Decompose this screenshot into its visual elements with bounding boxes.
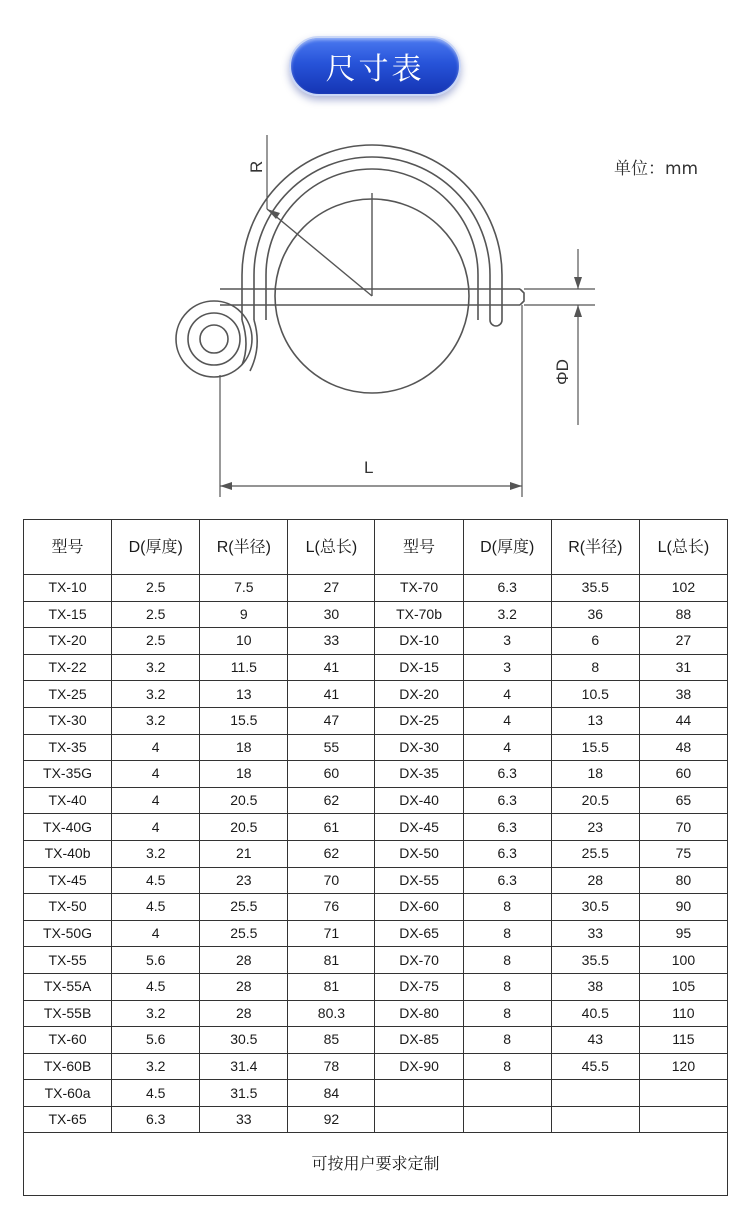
- table-cell: 4: [112, 734, 200, 761]
- table-cell: TX-60: [24, 1027, 112, 1054]
- table-cell: 23: [200, 867, 288, 894]
- table-cell: 28: [200, 1000, 288, 1027]
- table-cell: 35.5: [551, 947, 639, 974]
- table-cell: DX-70: [375, 947, 463, 974]
- header-thickness-2: D(厚度): [463, 520, 551, 575]
- table-cell: TX-60a: [24, 1080, 112, 1107]
- table-row: [24, 681, 728, 708]
- table-cell: 4: [112, 920, 200, 947]
- table-cell: DX-60: [375, 894, 463, 921]
- header-model-1: 型号: [24, 520, 112, 575]
- table-cell: TX-50: [24, 894, 112, 921]
- table-cell: 84: [288, 1080, 375, 1107]
- table-cell: [463, 1080, 551, 1107]
- table-cell: 81: [288, 947, 375, 974]
- table-cell: 100: [639, 947, 727, 974]
- r-label: R: [247, 160, 266, 173]
- table-cell: 43: [551, 1027, 639, 1054]
- table-cell: 41: [288, 654, 375, 681]
- table-cell: 5.6: [112, 1027, 200, 1054]
- table-cell: 6.3: [463, 761, 551, 788]
- table-cell: 31: [639, 654, 727, 681]
- table-cell: 30: [288, 601, 375, 628]
- table-cell: 35.5: [551, 575, 639, 602]
- l-arrow-right: [510, 482, 522, 490]
- table-cell: DX-40: [375, 787, 463, 814]
- l-label: L: [364, 458, 374, 477]
- table-cell: 8: [463, 894, 551, 921]
- table-cell: 8: [463, 920, 551, 947]
- table-cell: 41: [288, 681, 375, 708]
- table-cell: 4: [463, 707, 551, 734]
- table-cell: DX-65: [375, 920, 463, 947]
- table-row: [24, 867, 728, 894]
- table-cell: TX-22: [24, 654, 112, 681]
- header-length-2: L(总长): [639, 520, 727, 575]
- table-cell: 6.3: [463, 575, 551, 602]
- table-cell: 27: [639, 628, 727, 655]
- table-cell: 4.5: [112, 894, 200, 921]
- table-cell: 76: [288, 894, 375, 921]
- table-cell: 25.5: [200, 894, 288, 921]
- table-cell: 10.5: [551, 681, 639, 708]
- table-cell: TX-65: [24, 1106, 112, 1133]
- unit-label: 单位：mm: [614, 159, 699, 179]
- table-row: [24, 601, 728, 628]
- table-cell: 115: [639, 1027, 727, 1054]
- table-cell: DX-20: [375, 681, 463, 708]
- table-cell: TX-55: [24, 947, 112, 974]
- table-cell: TX-70: [375, 575, 463, 602]
- table-cell: 3: [463, 628, 551, 655]
- table-cell: 62: [288, 840, 375, 867]
- coil-mid: [188, 313, 240, 365]
- table-row: [24, 575, 728, 602]
- table-cell: 6: [551, 628, 639, 655]
- table-row: [24, 814, 728, 841]
- table-cell: TX-35G: [24, 761, 112, 788]
- table-cell: 8: [463, 1000, 551, 1027]
- table-cell: 4.5: [112, 973, 200, 1000]
- title-pill: [289, 36, 461, 96]
- table-row: [24, 707, 728, 734]
- table-header-row: [24, 520, 728, 575]
- table-cell: 38: [551, 973, 639, 1000]
- table-cell: 6.3: [463, 814, 551, 841]
- table-cell: 3.2: [112, 1000, 200, 1027]
- table-cell: 3.2: [112, 654, 200, 681]
- table-cell: 33: [551, 920, 639, 947]
- d-arrow-top: [574, 277, 582, 289]
- l-arrow-left: [220, 482, 232, 490]
- table-row: [24, 654, 728, 681]
- table-cell: 48: [639, 734, 727, 761]
- table-row: [24, 973, 728, 1000]
- table-cell: 8: [463, 947, 551, 974]
- table-cell: 20.5: [551, 787, 639, 814]
- table-cell: TX-40b: [24, 840, 112, 867]
- table-cell: 6.3: [463, 867, 551, 894]
- pin-tip: [520, 289, 524, 305]
- table-cell: TX-25: [24, 681, 112, 708]
- table-cell: TX-35: [24, 734, 112, 761]
- table-cell: 7.5: [200, 575, 288, 602]
- table-cell: [639, 1106, 727, 1133]
- table-row: [24, 920, 728, 947]
- table-cell: 36: [551, 601, 639, 628]
- title-banner: [289, 36, 461, 98]
- table-cell: DX-80: [375, 1000, 463, 1027]
- table-cell: 4.5: [112, 1080, 200, 1107]
- table-cell: 21: [200, 840, 288, 867]
- table-cell: 3: [463, 654, 551, 681]
- d-label: ΦD: [553, 359, 572, 385]
- table-cell: 8: [463, 1053, 551, 1080]
- table-cell: 85: [288, 1027, 375, 1054]
- coil-join: [242, 320, 246, 365]
- table-cell: 92: [288, 1106, 375, 1133]
- table-cell: 60: [639, 761, 727, 788]
- table-row: [24, 628, 728, 655]
- table-cell: 6.3: [463, 840, 551, 867]
- table-cell: 62: [288, 787, 375, 814]
- table-cell: 2.5: [112, 575, 200, 602]
- table-row: [24, 947, 728, 974]
- table-cell: 30.5: [200, 1027, 288, 1054]
- table-cell: DX-30: [375, 734, 463, 761]
- radius-line: [267, 209, 372, 296]
- table-cell: 4: [463, 681, 551, 708]
- table-cell: 33: [200, 1106, 288, 1133]
- header-radius-1: R(半径): [200, 520, 288, 575]
- table-cell: 8: [463, 1027, 551, 1054]
- table-cell: 20.5: [200, 814, 288, 841]
- table-cell: 31.5: [200, 1080, 288, 1107]
- table-cell: [375, 1106, 463, 1133]
- table-cell: 18: [551, 761, 639, 788]
- table-cell: 8: [463, 973, 551, 1000]
- table-cell: 8: [551, 654, 639, 681]
- page-title: 尺寸表: [325, 52, 425, 87]
- table-cell: DX-15: [375, 654, 463, 681]
- table-cell: 78: [288, 1053, 375, 1080]
- table-cell: [551, 1106, 639, 1133]
- table-cell: 4: [112, 814, 200, 841]
- table-row: [24, 761, 728, 788]
- table-cell: 81: [288, 973, 375, 1000]
- table-cell: 30.5: [551, 894, 639, 921]
- table-cell: 13: [200, 681, 288, 708]
- table-cell: 38: [639, 681, 727, 708]
- table-cell: [375, 1080, 463, 1107]
- table-cell: 28: [200, 973, 288, 1000]
- table-cell: 70: [639, 814, 727, 841]
- table-footer-row: [24, 1133, 728, 1196]
- table-cell: [551, 1080, 639, 1107]
- table-cell: 33: [288, 628, 375, 655]
- table-cell: 11.5: [200, 654, 288, 681]
- table-cell: 3.2: [112, 840, 200, 867]
- table-cell: 4: [463, 734, 551, 761]
- table-cell: 88: [639, 601, 727, 628]
- dimension-drawing: [150, 125, 610, 505]
- table-cell: TX-55A: [24, 973, 112, 1000]
- table-cell: 10: [200, 628, 288, 655]
- table-cell: DX-85: [375, 1027, 463, 1054]
- table-cell: 90: [639, 894, 727, 921]
- table-cell: 44: [639, 707, 727, 734]
- table-row: [24, 840, 728, 867]
- table-cell: TX-50G: [24, 920, 112, 947]
- table-row: [24, 1000, 728, 1027]
- table-cell: 27: [288, 575, 375, 602]
- table-cell: DX-45: [375, 814, 463, 841]
- table-cell: 3.2: [112, 707, 200, 734]
- custom-note: 可按用户要求定制: [24, 1133, 728, 1196]
- table-cell: 60: [288, 761, 375, 788]
- table-row: [24, 894, 728, 921]
- header-radius-2: R(半径): [551, 520, 639, 575]
- table-cell: TX-40: [24, 787, 112, 814]
- table-cell: TX-60B: [24, 1053, 112, 1080]
- table-cell: 15.5: [551, 734, 639, 761]
- table-cell: DX-50: [375, 840, 463, 867]
- table-cell: 120: [639, 1053, 727, 1080]
- table-cell: 28: [551, 867, 639, 894]
- table-cell: 6.3: [112, 1106, 200, 1133]
- table-cell: 23: [551, 814, 639, 841]
- table-cell: 75: [639, 840, 727, 867]
- table-row: [24, 1106, 728, 1133]
- table-row: [24, 734, 728, 761]
- hook-end: [490, 320, 502, 326]
- table-row: [24, 787, 728, 814]
- table-cell: 25.5: [551, 840, 639, 867]
- table-cell: 20.5: [200, 787, 288, 814]
- table-cell: TX-10: [24, 575, 112, 602]
- table-cell: 4.5: [112, 867, 200, 894]
- table-cell: 55: [288, 734, 375, 761]
- table-cell: DX-55: [375, 867, 463, 894]
- table-cell: 6.3: [463, 787, 551, 814]
- table-cell: TX-30: [24, 707, 112, 734]
- table-cell: 3.2: [463, 601, 551, 628]
- header-length-1: L(总长): [288, 520, 375, 575]
- table-cell: 110: [639, 1000, 727, 1027]
- table-cell: 102: [639, 575, 727, 602]
- table-cell: DX-35: [375, 761, 463, 788]
- table-cell: 40.5: [551, 1000, 639, 1027]
- table-body: [24, 575, 728, 1133]
- table-cell: 61: [288, 814, 375, 841]
- table-cell: TX-20: [24, 628, 112, 655]
- table-row: [24, 1080, 728, 1107]
- header-model-2: 型号: [375, 520, 463, 575]
- table-cell: 65: [639, 787, 727, 814]
- table-cell: 31.4: [200, 1053, 288, 1080]
- table-cell: 13: [551, 707, 639, 734]
- table-cell: TX-55B: [24, 1000, 112, 1027]
- table-cell: 4: [112, 761, 200, 788]
- table-cell: 4: [112, 787, 200, 814]
- table-cell: 3.2: [112, 681, 200, 708]
- table-cell: 47: [288, 707, 375, 734]
- table-cell: 2.5: [112, 601, 200, 628]
- table-cell: 70: [288, 867, 375, 894]
- table-row: [24, 1027, 728, 1054]
- table-cell: TX-70b: [375, 601, 463, 628]
- table-cell: [463, 1106, 551, 1133]
- table-cell: 25.5: [200, 920, 288, 947]
- table-cell: 80: [639, 867, 727, 894]
- table-cell: DX-90: [375, 1053, 463, 1080]
- header-thickness-1: D(厚度): [112, 520, 200, 575]
- table-row: [24, 1053, 728, 1080]
- table-cell: 15.5: [200, 707, 288, 734]
- table-cell: TX-40G: [24, 814, 112, 841]
- coil-inner: [200, 325, 228, 353]
- table-cell: 71: [288, 920, 375, 947]
- table-cell: 18: [200, 734, 288, 761]
- table-cell: 18: [200, 761, 288, 788]
- table-cell: 105: [639, 973, 727, 1000]
- table-cell: 80.3: [288, 1000, 375, 1027]
- table-cell: 9: [200, 601, 288, 628]
- table-cell: [639, 1080, 727, 1107]
- table-cell: TX-15: [24, 601, 112, 628]
- table-cell: 28: [200, 947, 288, 974]
- table-cell: 5.6: [112, 947, 200, 974]
- size-table: [23, 519, 728, 1196]
- table-cell: 2.5: [112, 628, 200, 655]
- table-cell: TX-45: [24, 867, 112, 894]
- d-arrow-bottom: [574, 305, 582, 317]
- table-cell: DX-75: [375, 973, 463, 1000]
- table-cell: 3.2: [112, 1053, 200, 1080]
- table-cell: DX-25: [375, 707, 463, 734]
- table-cell: 45.5: [551, 1053, 639, 1080]
- table-cell: 95: [639, 920, 727, 947]
- table-cell: DX-10: [375, 628, 463, 655]
